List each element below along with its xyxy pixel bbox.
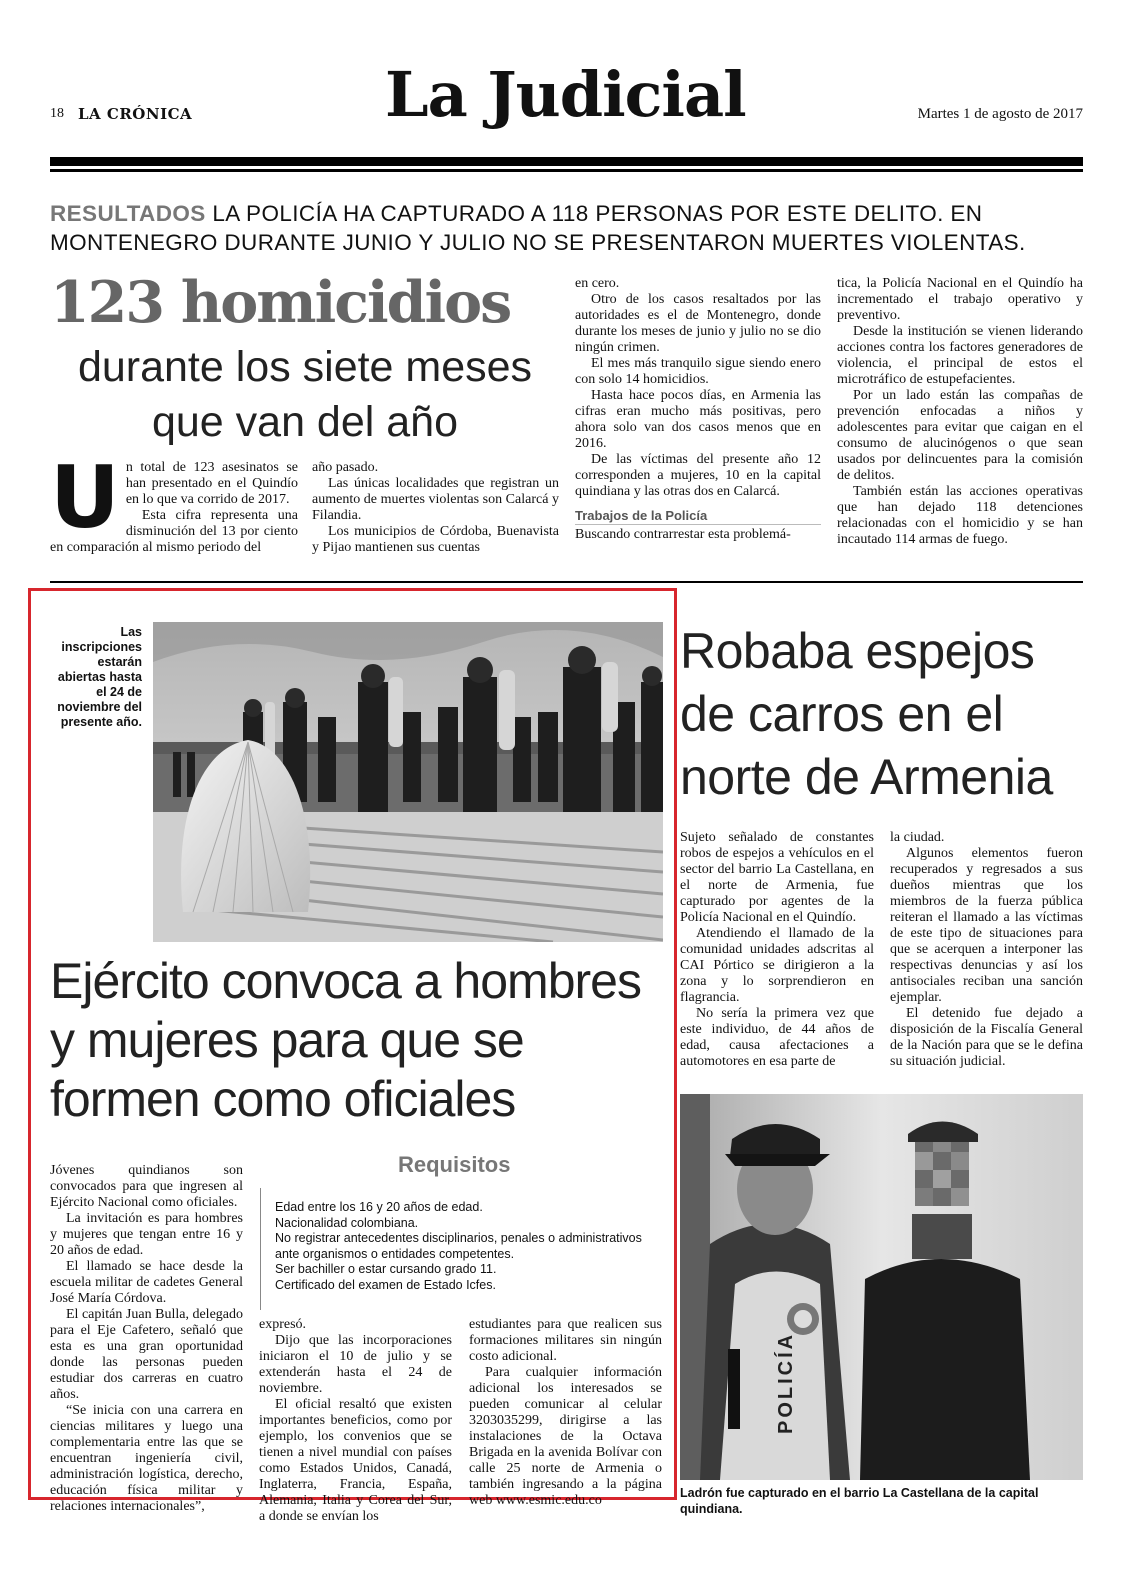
- paragraph: Sujeto señalado de constantes robos de espejos a vehículos en el sector del barrio La Castellana, en el norte de Armenia, fue capturado por agentes de la Policía Nacional en el Quindío.: [680, 830, 874, 925]
- paragraph: El llamado se hace desde la escuela militar de cadetes General José María Córdova.: [50, 1259, 243, 1306]
- header-rule-thick: [50, 157, 1083, 166]
- paragraph: expresó.: [259, 1317, 307, 1332]
- vest-text: POLICÍA: [775, 1331, 797, 1434]
- requirement-item: No registrar antecedentes disciplinarios, penales o administrativos ante organismos o entidades competentes.: [275, 1231, 642, 1261]
- paragraph: Para cualquier información adicional los interesados se pueden comunicar al celular 3203035299, dirigirse a las instalaciones de la Octava Brigada en la avenida Bolívar con calle 25 norte de Armenia o también ingresando a la página web www.esmic.edu.co: [469, 1365, 662, 1508]
- requirements-list: [275, 1200, 665, 1293]
- story1-column-1: [50, 448, 298, 556]
- paragraph: El detenido fue dejado a disposición de la Fiscalía General de la Nación para que se le defina su situación judicial.: [890, 1006, 1083, 1069]
- story1-kicker: [50, 199, 1085, 257]
- paragraph: Jóvenes quindianos son convocados para que ingresen al Ejército Nacional como oficiales.: [50, 1163, 243, 1210]
- paragraph: estudiantes para que realicen sus formaciones militares sin ningún costo adicional.: [469, 1317, 662, 1364]
- requirement-item: Nacionalidad colombiana.: [275, 1215, 419, 1230]
- paragraph: año pasado.: [312, 460, 379, 475]
- paragraph: “Se inicia con una carrera en ciencias militares y luego una complementaria entre las que se encuentran ingeniería civil, administración logística, derecho, educación física militar y relaciones internacionales”,: [50, 1403, 243, 1514]
- paragraph: Algunos elementos fueron recuperados y regresados a sus dueños mientras que los miembros de la fuerza pública reiteran el llamado a las víctimas de este tipo de situaciones para que se acerquen a interponer las respectivas denuncias y así los antisociales reciban una sanción ejemplar.: [890, 846, 1083, 1005]
- paragraph: De las víctimas del presente año 12 corresponden a mujeres, 10 en la capital quindiana y las otras dos en Calarcá.: [575, 452, 821, 499]
- paragraph: Las únicas localidades que registran un aumento de muertes violentas son Calarcá y Filandia.: [312, 476, 559, 523]
- paragraph: El capitán Juan Bulla, delegado para el Eje Cafetero, señaló que esta es una gran oportunidad donde las personas pueden estudiar dos carreras en cuatro años.: [50, 1307, 243, 1402]
- dropcap: U: [50, 448, 120, 548]
- paragraph: la ciudad.: [890, 830, 945, 845]
- story3-column-1: [680, 830, 874, 1070]
- paragraph: Hasta hace pocos días, en Armenia las cifras eran mucho más positivas, pero ahora solo van dos casos menos que en 2016.: [575, 388, 821, 451]
- police-arrest-photo: [680, 1094, 1083, 1480]
- paragraph: También están las acciones operativas que han dejado 118 detenciones relacionadas con el homicidio y se han incautado 114 armas de fuego.: [837, 484, 1083, 547]
- story2-column-3: [469, 1317, 662, 1509]
- page-number: 18: [50, 106, 64, 121]
- paragraph: Dijo que las incorporaciones iniciaron el 10 de julio y se extenderán hasta el 24 de noviembre.: [259, 1333, 452, 1396]
- story3-photo-caption: Ladrón fue capturado en el barrio La Castellana de la capital quindiana.: [680, 1486, 1039, 1516]
- header-rule-thin: [50, 169, 1083, 172]
- paragraph: Por un lado están las compañas de prevención enfocadas a niños y adolescentes para evitar que caigan en el consumo de alucinógenos o que sean usados por delincuentes para la comisión de delitos.: [837, 388, 1083, 483]
- paragraph: El oficial resaltó que existen importantes beneficios, como por ejemplo, los convenios que se tienen a nivel mundial con países como Estados Unidos, Canadá, Inglaterra, Francia, España, Alemania, Italia y Corea del Sur, a donde se envían los: [259, 1397, 452, 1524]
- story2-column-2: [259, 1317, 452, 1525]
- story1-title: 123 homicidios: [50, 269, 511, 336]
- paragraph: n total de 123 asesinatos se han presentado en el Quindío en lo que va corrido de 2017.: [125, 460, 298, 507]
- story1-column-3: [575, 276, 821, 543]
- story2-title: Ejército convoca a hombres y mujeres para que se formen como oficiales: [50, 953, 641, 1127]
- publication-name: LA CRÓNICA: [78, 105, 193, 123]
- paragraph: tica, la Policía Nacional en el Quindío ha incrementado el trabajo operativo y preventivo.: [837, 276, 1083, 323]
- paragraph: La invitación es para hombres y mujeres que tengan entre 16 y 20 años de edad.: [50, 1211, 243, 1258]
- paragraph: Buscando contrarrestar esta problemá-: [575, 527, 791, 542]
- paragraph: en cero.: [575, 276, 620, 291]
- requirement-item: Certificado del examen de Estado Icfes.: [275, 1277, 496, 1292]
- paragraph: Desde la institución se vienen liderando acciones contra los factores generadores de violencia, el principal de estos el microtráfico de estupefacientes.: [837, 324, 1083, 387]
- military-cadets-photo: [153, 622, 663, 942]
- paragraph: Otro de los casos resaltados por las autoridades es el de Montenegro, donde durante los meses de junio y julio no se dio ningún crimen.: [575, 292, 821, 355]
- paragraph: El mes más tranquilo sigue siendo enero con solo 14 homicidios.: [575, 356, 821, 387]
- requirement-item: Ser bachiller o estar cursando grado 11.: [275, 1262, 497, 1276]
- paragraph: Atendiendo el llamado de la comunidad unidades adscritas al CAI Pórtico se dirigieron a la zona y lo sorprendieron en flagrancia.: [680, 926, 874, 1005]
- paragraph: Esta cifra representa una disminución del 13 por ciento en comparación al mismo periodo del: [50, 508, 298, 555]
- story1-column-2: [312, 460, 559, 556]
- story-divider: [50, 581, 1083, 583]
- kicker-text: LA POLICÍA HA CAPTURADO A 118 PERSONAS POR ESTE DELITO. EN MONTENEGRO DURANTE JUNIO Y JULIO NO SE PRESENTARON MUERTES VIOLENTAS.: [50, 201, 1026, 255]
- requirements-title: Requisitos: [398, 1152, 511, 1177]
- story1-subtitle: durante los siete meses que van del año: [77, 343, 533, 446]
- issue-date: Martes 1 de agosto de 2017: [917, 106, 1083, 122]
- story2-photo-caption: Las inscripciones estarán abiertas hasta el 24 de noviembre del presente año.: [57, 625, 142, 729]
- subhead: Trabajos de la Policía: [575, 508, 821, 525]
- paragraph: Los municipios de Córdoba, Buenavista y Pijao mantienen sus cuentas: [312, 524, 559, 555]
- kicker-label: RESULTADOS: [50, 201, 206, 226]
- requirement-item: Edad entre los 16 y 20 años de edad.: [275, 1200, 483, 1214]
- story3-title: Robaba espejos de carros en el norte de Armenia: [680, 623, 1053, 805]
- section-title: La Judicial: [385, 58, 746, 131]
- story2-column-1: [50, 1163, 243, 1515]
- story1-column-4: [837, 276, 1083, 548]
- story3-column-2: [890, 830, 1083, 1070]
- paragraph: No sería la primera vez que este individuo, de 44 años de edad, causa afectaciones a automotores en esa parte de: [680, 1006, 874, 1069]
- requirements-divider: [260, 1188, 261, 1310]
